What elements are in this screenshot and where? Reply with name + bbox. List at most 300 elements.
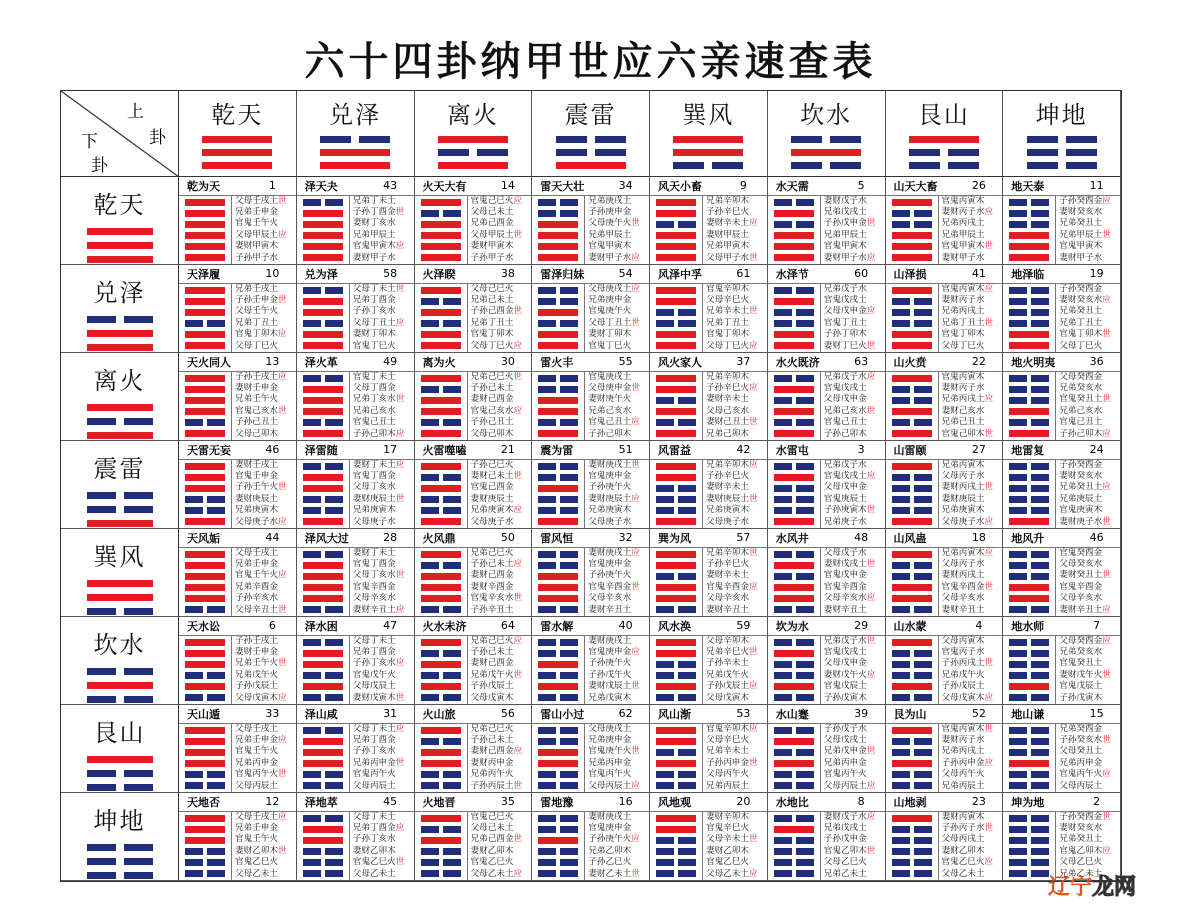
yao-line-text	[588, 724, 649, 735]
liuqin-najia: 兄弟癸丑土	[1059, 834, 1103, 845]
liuqin-najia: 妻财壬申金	[235, 382, 278, 393]
yao-line-text	[942, 284, 1003, 295]
yao-line-text	[1059, 295, 1120, 306]
yin-line-icon	[421, 419, 461, 426]
yao-line-text	[235, 284, 296, 295]
yin-line-icon	[538, 694, 578, 701]
yao-line-text	[824, 869, 885, 880]
yin-line-icon	[656, 771, 696, 778]
liuqin-najia: 父母乙巳火	[1059, 857, 1103, 868]
yao-line-text	[588, 605, 649, 616]
liuqin-najia: 妻财戊寅木	[352, 692, 396, 703]
yin-line-icon	[1009, 848, 1049, 855]
liuqin-najia: 兄弟戊午火	[706, 669, 749, 680]
yao-line-text	[706, 429, 767, 440]
hexagram-header	[297, 793, 414, 812]
yin-line-icon	[656, 672, 696, 679]
liuqin-najia: 官鬼辛酉金	[1059, 581, 1103, 592]
liuqin-najia: 兄弟庚申金	[588, 734, 632, 745]
liuqin-najia: 父母辛丑土	[235, 604, 278, 615]
upper-trigram-header	[650, 91, 768, 177]
hexagram-cell	[1003, 441, 1121, 529]
yao-line-text	[353, 372, 414, 383]
liuqin-najia: 官鬼乙卯木	[823, 845, 867, 856]
yang-line-icon	[303, 309, 343, 316]
liuqin-najia: 父母庚子水	[941, 516, 985, 527]
yang-line-icon	[185, 760, 225, 767]
yao-line-text	[942, 417, 1003, 428]
yao-line-text	[588, 482, 649, 493]
yang-line-icon	[774, 210, 814, 217]
liuqin-najia: 父母癸丑土	[1059, 746, 1103, 757]
yao-line-text	[706, 207, 767, 218]
hexagram-cell	[179, 529, 297, 617]
liuqin-najia: 子孙庚午火	[588, 482, 632, 493]
yao-line-text	[1059, 406, 1120, 417]
yao-line-text	[353, 306, 414, 317]
liuqin-najia: 兄弟丙戌土	[941, 218, 985, 229]
yao-line-text	[1059, 482, 1120, 493]
yang-line-icon	[421, 342, 461, 349]
liuqin-najia: 官鬼丁巳火	[588, 340, 632, 351]
hexagram-name: 山雷颐	[893, 443, 927, 457]
hexagram-number: 28	[383, 531, 398, 545]
hexagram-header	[532, 265, 649, 284]
yao-line-text	[1059, 570, 1120, 581]
yao-line-text	[706, 218, 767, 229]
shi-ying-mark: 世	[395, 283, 405, 294]
hexagram-icon	[768, 372, 821, 440]
liuqin-najia: 父母丁亥水	[352, 482, 396, 493]
hexagram-cell	[297, 529, 415, 617]
hexagram-icon	[297, 812, 350, 880]
yang-line-icon	[774, 386, 814, 393]
hexagram-number: 38	[500, 267, 515, 281]
hexagram-name: 风山渐	[658, 707, 691, 721]
liuqin-najia: 妻财庚子水	[1059, 516, 1103, 527]
yang-line-icon	[421, 331, 461, 338]
liuqin-najia: 官鬼丙午火	[588, 769, 632, 780]
hexagram-number: 62	[618, 707, 633, 721]
shi-ying-mark: 世	[395, 570, 405, 581]
yao-line-text	[588, 253, 649, 264]
liuqin-najia: 兄弟辛酉金	[235, 581, 278, 592]
hexagram-icon	[297, 196, 350, 264]
shi-ying-mark: 世	[277, 294, 287, 305]
yao-line-text	[942, 823, 1003, 834]
yao-line-text	[471, 681, 532, 692]
liuqin-najia: 兄弟丁未土	[352, 195, 396, 206]
yang-line-icon	[303, 595, 343, 602]
hexagram-number: 49	[383, 355, 398, 369]
hexagram-icon	[297, 636, 350, 704]
hexagram-header	[415, 353, 532, 372]
hexagram-name: 地泽临	[1011, 267, 1045, 281]
hexagram-cell	[768, 529, 886, 617]
liuqin-najia: 子孙癸酉金	[1059, 459, 1103, 470]
trigram-name: 离火	[93, 367, 146, 395]
shi-ying-mark: 应	[513, 635, 523, 646]
trigram-icon	[87, 844, 153, 879]
yang-line-icon	[303, 386, 343, 393]
hexagram-number: 12	[265, 795, 280, 809]
hexagram-header	[650, 441, 767, 460]
shi-ying-mark: 应	[1102, 482, 1111, 493]
liuqin-najia: 妻财乙卯木	[352, 845, 396, 856]
hexagram-number: 26	[971, 179, 986, 193]
yin-line-icon	[892, 859, 932, 866]
yin-line-icon	[656, 859, 696, 866]
liuqin-najia: 官鬼乙巳火	[470, 857, 514, 868]
hexagram-number: 45	[383, 795, 398, 809]
yao-line-text	[824, 658, 885, 669]
yang-line-icon	[892, 815, 932, 822]
yin-line-icon	[892, 848, 932, 855]
yao-line-text	[706, 647, 767, 658]
hexagram-header	[886, 617, 1003, 636]
liuqin-najia: 妻财庚戌土	[588, 811, 632, 822]
hexagram-icon	[650, 636, 703, 704]
yao-line-text	[706, 494, 767, 505]
liuqin-najia: 妻财丁未土	[352, 459, 396, 470]
liuqin-najia: 妻财辛未土	[706, 482, 749, 493]
hexagram-header	[886, 265, 1003, 284]
liuqin-najia: 父母甲辰土	[235, 229, 278, 240]
yin-line-icon	[892, 474, 932, 481]
hexagram-cell	[297, 793, 415, 881]
yao-line-text	[824, 593, 885, 604]
trigram-icon	[909, 136, 979, 169]
yao-line-text	[1059, 559, 1120, 570]
shi-ying-mark: 应	[513, 558, 523, 569]
yin-line-icon	[774, 672, 814, 679]
hexagram-number: 43	[383, 179, 398, 193]
yin-line-icon	[87, 770, 153, 777]
yao-line-text	[824, 582, 885, 593]
yao-line-text	[588, 284, 649, 295]
hexagram-cell	[179, 617, 297, 705]
shi-ying-mark: 应	[748, 340, 758, 351]
yin-line-icon	[774, 320, 814, 327]
liuqin-najia: 兄弟丙申金	[1059, 757, 1103, 768]
yin-line-icon	[1009, 199, 1049, 206]
hexagram-icon	[297, 724, 350, 792]
yang-line-icon	[87, 344, 153, 351]
liuqin-najia: 官鬼丁巳火	[352, 340, 396, 351]
yao-line-text	[824, 295, 885, 306]
yin-line-icon	[421, 606, 461, 613]
liuqin-najia: 父母戊申金	[823, 658, 867, 669]
yao-line-text	[588, 196, 649, 207]
hexagram-icon	[886, 372, 939, 440]
yao-line-text	[588, 658, 649, 669]
hexagram-number: 40	[618, 619, 633, 633]
yao-line-text	[588, 869, 649, 880]
hexagram-icon	[179, 372, 232, 440]
yao-line-text	[235, 253, 296, 264]
liuqin-najia: 父母戊寅木	[470, 692, 514, 703]
yao-line-text	[353, 647, 414, 658]
yang-line-icon	[656, 408, 696, 415]
yin-line-icon	[303, 375, 343, 382]
yao-line-text	[1059, 341, 1120, 352]
yao-line-text	[588, 383, 649, 394]
hexagram-icon	[415, 636, 468, 704]
liuqin-najia: 兄弟丁丑土	[941, 317, 985, 328]
hexagram-name: 天地否	[187, 795, 220, 809]
shi-ying-mark: 应	[631, 493, 640, 504]
hexagram-name: 泽雷随	[304, 443, 338, 457]
yang-line-icon	[320, 149, 390, 156]
yang-line-icon	[303, 683, 343, 690]
yin-line-icon	[774, 287, 814, 294]
shi-ying-mark: 世	[513, 371, 523, 382]
yao-line-text	[588, 812, 649, 823]
liuqin-najia: 官鬼庚辰土	[823, 493, 867, 504]
shi-ying-mark: 应	[395, 317, 405, 328]
yao-line-text	[353, 548, 414, 559]
yao-line-text	[1059, 681, 1120, 692]
liuqin-najia: 官鬼甲寅木	[352, 241, 396, 252]
shi-ying-mark: 世	[748, 493, 758, 504]
liuqin-najia: 妻财甲寅木	[470, 241, 514, 252]
yang-line-icon	[892, 518, 932, 525]
yao-line-text	[824, 241, 885, 252]
trigram-name: 坎水	[93, 631, 146, 659]
yao-line-text	[706, 329, 767, 340]
yin-line-icon	[774, 837, 814, 844]
yang-line-icon	[185, 815, 225, 822]
yao-line-text	[235, 823, 296, 834]
yin-line-icon	[421, 859, 461, 866]
yao-line-text	[824, 253, 885, 264]
liuqin-najia: 父母己卯木	[235, 428, 278, 439]
yin-line-icon	[538, 199, 578, 206]
hexagram-icon	[415, 460, 468, 528]
liuqin-najia: 兄弟丁酉金	[352, 822, 396, 833]
yin-line-icon	[538, 672, 578, 679]
yin-line-icon	[538, 738, 578, 745]
yao-line-text	[471, 494, 532, 505]
yin-line-icon	[774, 485, 814, 492]
liuqin-najia: 妻财甲子水	[352, 252, 396, 263]
yang-line-icon	[656, 518, 696, 525]
yao-line-text	[824, 482, 885, 493]
yang-line-icon	[656, 210, 696, 217]
hexagram-number: 3	[857, 443, 865, 457]
yao-line-text	[588, 471, 649, 482]
hexagram-number: 35	[500, 795, 515, 809]
liuqin-najia: 子孙丁亥水	[352, 306, 396, 317]
hexagram-icon	[415, 372, 468, 440]
liuqin-najia: 父母庚子水	[706, 516, 749, 527]
yin-line-icon	[909, 162, 979, 169]
yin-line-icon	[421, 320, 461, 327]
hexagram-icon	[297, 548, 350, 616]
yao-line-text	[235, 658, 296, 669]
yang-line-icon	[1009, 331, 1049, 338]
trigram-icon	[320, 136, 390, 169]
yang-line-icon	[303, 749, 343, 756]
yang-line-icon	[87, 242, 153, 249]
yao-line-text	[1059, 241, 1120, 252]
hexagram-number: 59	[736, 619, 751, 633]
yin-line-icon	[538, 375, 578, 382]
shi-ying-mark: 世	[631, 382, 640, 393]
shi-ying-mark: 应	[631, 283, 640, 294]
yang-line-icon	[538, 309, 578, 316]
yin-line-icon	[1009, 496, 1049, 503]
liuqin-najia: 妻财乙卯木	[235, 845, 278, 856]
yin-line-icon	[1009, 474, 1049, 481]
hexagram-number: 24	[1089, 443, 1104, 457]
liuqin-najia: 妻财丙戌土	[941, 570, 985, 581]
yao-line-text	[824, 471, 885, 482]
hexagram-number: 56	[500, 707, 515, 721]
shi-ying-mark: 世	[748, 252, 758, 263]
yao-line-text	[706, 681, 767, 692]
yang-line-icon	[892, 463, 932, 470]
yang-line-icon	[1009, 243, 1049, 250]
yang-line-icon	[421, 375, 461, 382]
yang-line-icon	[303, 518, 343, 525]
yao-line-text	[1059, 230, 1120, 241]
yao-line-text	[353, 429, 414, 440]
yao-line-text	[824, 284, 885, 295]
yao-line-text	[588, 570, 649, 581]
liuqin-najia: 妻财丙寅木	[941, 811, 985, 822]
yang-line-icon	[892, 584, 932, 591]
liuqin-najia: 兄弟辛卯木	[706, 547, 749, 558]
yin-line-icon	[538, 826, 578, 833]
lower-trigram-header	[61, 177, 179, 265]
liuqin-najia: 父母丁丑土	[588, 317, 632, 328]
yang-line-icon	[421, 551, 461, 558]
hexagram-header	[532, 177, 649, 196]
yin-line-icon	[421, 771, 461, 778]
hexagram-cell	[886, 441, 1004, 529]
hexagram-header	[650, 793, 767, 812]
liuqin-najia: 妻财戊午火	[1059, 669, 1103, 680]
shi-ying-mark: 世	[984, 317, 994, 328]
shi-ying-mark: 世	[1102, 734, 1111, 745]
yin-line-icon	[774, 782, 814, 789]
liuqin-najia: 子孙戊申金	[823, 834, 867, 845]
yao-line-text	[235, 494, 296, 505]
hexagram-header	[179, 705, 296, 724]
liuqin-najia: 父母壬戌土	[235, 811, 278, 822]
yao-line-text	[824, 548, 885, 559]
shi-ying-mark: 世	[395, 757, 405, 768]
liuqin-najia: 父母戊申金	[823, 394, 867, 405]
hexagram-name: 火泽睽	[422, 267, 456, 281]
hexagram-cell	[415, 441, 533, 529]
liuqin-najia: 妻财丁未土	[352, 547, 396, 558]
liuqin-najia: 子孙庚午火	[588, 570, 632, 581]
yin-line-icon	[538, 463, 578, 470]
shi-ying-mark: 世	[984, 581, 994, 592]
hexagram-name: 泽水困	[304, 619, 338, 633]
yang-line-icon	[87, 580, 153, 587]
yang-line-icon	[1009, 232, 1049, 239]
liuqin-najia: 官鬼庚午火	[588, 746, 632, 757]
shi-ying-mark: 应	[277, 329, 287, 340]
yin-line-icon	[87, 506, 153, 513]
hexagram-icon	[650, 284, 703, 352]
hexagram-icon	[886, 284, 939, 352]
yin-line-icon	[538, 298, 578, 305]
hexagram-name: 风地观	[658, 795, 691, 809]
yin-line-icon	[892, 419, 932, 426]
shi-ying-mark: 应	[631, 252, 640, 263]
yao-line-text	[353, 253, 414, 264]
hexagram-name: 坎为水	[775, 619, 809, 633]
yao-line-text	[824, 383, 885, 394]
yao-line-text	[235, 846, 296, 857]
yin-line-icon	[303, 199, 343, 206]
shi-ying-mark: 应	[513, 405, 523, 416]
yin-line-icon	[303, 848, 343, 855]
yao-line-text	[942, 494, 1003, 505]
yao-line-text	[353, 505, 414, 516]
yang-line-icon	[892, 430, 932, 437]
liuqin-najia: 父母辛未土	[706, 834, 749, 845]
liuqin-najia: 兄弟己亥水	[823, 405, 867, 416]
trigram-icon	[87, 404, 153, 439]
yao-line-text	[471, 834, 532, 845]
liuqin-najia: 父母戊申金	[823, 306, 867, 317]
yang-line-icon	[185, 551, 225, 558]
yin-line-icon	[303, 419, 343, 426]
yao-line-text	[353, 517, 414, 528]
hexagram-header	[1003, 441, 1120, 460]
yao-line-text	[588, 329, 649, 340]
hexagram-icon	[179, 636, 232, 704]
hexagram-header	[532, 793, 649, 812]
liuqin-najia: 兄弟壬申金	[235, 734, 278, 745]
yang-line-icon	[656, 683, 696, 690]
liuqin-najia: 兄弟己亥水	[588, 405, 632, 416]
yao-line-text	[1059, 834, 1120, 845]
liuqin-najia: 子孙己未土	[470, 558, 514, 569]
liuqin-najia: 父母乙未土	[352, 868, 396, 879]
hexagram-icon	[297, 284, 350, 352]
hexagram-cell	[1003, 353, 1121, 441]
hexagram-number: 4	[975, 619, 983, 633]
yao-line-text	[942, 812, 1003, 823]
hexagram-name: 雷地豫	[540, 795, 574, 809]
yin-line-icon	[303, 694, 343, 701]
hexagram-number: 14	[500, 179, 515, 193]
yin-line-icon	[1009, 661, 1049, 668]
yin-line-icon	[185, 606, 225, 613]
hexagram-name: 风天小畜	[658, 179, 702, 193]
liuqin-najia: 兄弟辛未土	[706, 306, 749, 317]
liuqin-najia: 兄弟辛巳火	[706, 646, 749, 657]
shi-ying-mark: 应	[395, 658, 405, 669]
hexagram-name: 地天泰	[1011, 179, 1045, 193]
yao-line-text	[471, 823, 532, 834]
liuqin-najia: 父母丁巳火	[1059, 340, 1103, 351]
yang-line-icon	[185, 375, 225, 382]
liuqin-najia: 妻财乙卯木	[706, 845, 749, 856]
yang-line-icon	[421, 397, 461, 404]
hexagram-header	[297, 177, 414, 196]
trigram-icon	[202, 136, 272, 169]
yao-line-text	[471, 570, 532, 581]
shi-ying-mark: 应	[748, 382, 758, 393]
yang-line-icon	[185, 562, 225, 569]
